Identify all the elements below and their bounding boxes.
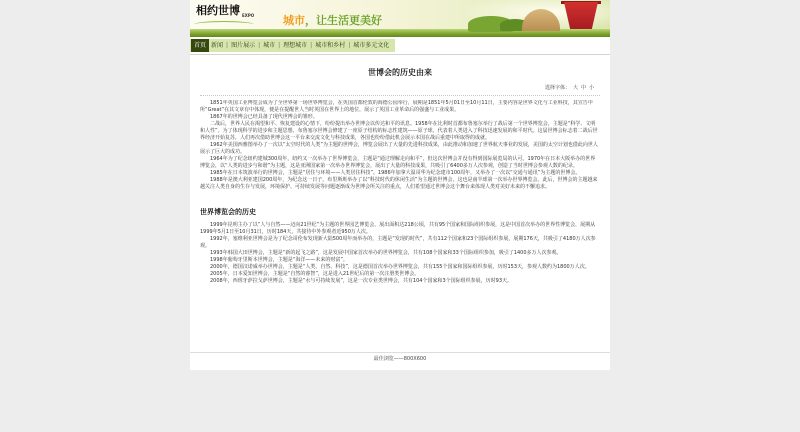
footer-text: 最佳浏览——800X600 — [373, 356, 427, 362]
font-size-medium-link[interactable]: 中 — [580, 85, 586, 91]
font-size-label: 选择字体： — [544, 85, 570, 91]
title-divider — [200, 95, 600, 96]
nav-separator: | — [348, 42, 351, 49]
slogan-highlight: 城市 — [283, 14, 305, 27]
page-title: 世博会的历史由来 — [368, 68, 432, 77]
article-paragraph: 1964年为了纪念纽约建城300周年，纽约又一次举办了世界博览会，主题是“通过理解走向和平”，但这次世博会并没有得到国际展览局的认可。1970年在日本大阪举办的世界博览会，以“人类的进步与和谐”为主题，这是亚洲国家第一次举办世界博览会，展出了大量的科技成果，共吸引了6400多万人次参观，创造了当时世博会参观人数的纪录。 — [200, 156, 596, 169]
nav-news[interactable]: 新闻 — [211, 42, 224, 49]
nav-city-culture[interactable]: 城市多元文化 — [353, 42, 390, 49]
header-slogan — [283, 14, 382, 27]
main-nav — [190, 39, 395, 52]
nav-separator: | — [310, 42, 313, 49]
logo-swoosh — [194, 21, 254, 28]
article-body — [200, 100, 600, 350]
nav-city[interactable]: 城市 — [263, 42, 276, 49]
font-size-large-link[interactable]: 大 — [572, 85, 578, 91]
nav-ideal-city[interactable]: 理想城市 — [283, 42, 308, 49]
article-paragraph: 1988年是澳大利亚建国200周年，为纪念这一日子，布里斯班举办了以“科技时代的休闲生活”为主题的世博会，这也是南半球第一次举办世界博览会。此后，世博会的主题越来越关注人类自身的生存与发展，环境保护、可持续发展等问题逐渐成为世博会所关注的重点，人们希望通过世博会这个舞台来体现人类对美好未来的不懈追求。 — [200, 177, 598, 190]
nav-separator: | — [258, 42, 261, 49]
article-paragraph: 2008年，西班牙萨拉戈萨世博会，主题是“水与可持续发展”，这是一次专业类世博会，共有104个国家和3个国际组织参展，历时93天。 — [210, 278, 512, 284]
article-paragraph: 1851年英国工业博览会成为了全世界第一场世界博览会，在英国首都伦敦的海德公园举行，展期是1851年5月01日至10月11日，主要内容是世界文化与工业科技，其宣告中所“Great”在其文章有中体现，便是在提醒世人当时英国在世界上的地位，展示了英国工业革命后的强盛与工业成果。 — [200, 100, 593, 113]
site-logo: 相约世博 — [196, 4, 240, 17]
nav-gallery[interactable]: 图片展示 — [231, 42, 256, 49]
site-logo-expo: EXPO — [242, 13, 255, 18]
nav-divider — [190, 54, 610, 55]
article-paragraph: 2005年，日本爱知世博会，主题是“自然的睿智”，这是进入21世纪后的第一次注册类世博会。 — [210, 271, 420, 277]
expo-pavilion-illustration — [460, 0, 610, 30]
slogan-rest: ，让生活更美好 — [305, 14, 382, 27]
page-container — [190, 0, 610, 370]
article-paragraph: 1999年昆明主办了以“人与自然——迈向21世纪”为主题的世界园艺博览会，展出面积达218公顷，共有95个国家和国际组织参展，这是中国首次举办的世界性博览会，展期从1999年5月1日至10月31日，历时184天，共接待中外参观者近950万人次。 — [200, 222, 596, 235]
footer-divider — [190, 352, 610, 353]
article-paragraph: 2000年，德国汉诺威举办世博会，主题是“人类、自然、科技”，这是德国首次举办世界博览会，共有155个国家和国际组织参展，历时153天，参观人数约为1800万人次。 — [210, 264, 590, 270]
font-size-small-link[interactable]: 小 — [588, 85, 594, 91]
article-paragraph: 1998年葡萄牙里斯本世博会，主题是“海洋——未来的财富”。 — [210, 257, 348, 263]
nav-city-and-countryside[interactable]: 城市和乡村 — [315, 42, 346, 49]
nav-separator: | — [226, 42, 229, 49]
article-paragraph: 1993年韩国大田世博会，主题是“新的起飞之路”，这是发展中国家首次举办的世界博览会，共有108个国家和33个国际组织参加，吸引了1400多万人次参观。 — [210, 250, 562, 256]
header-banner — [190, 0, 610, 37]
article-paragraph: 1985年在日本筑波举行的世博会，主题是“居住与环境——人类居住科技”。1986年加拿大温哥华为纪念建市100周年，又举办了一次以“交通与通讯”为主题的世博会。 — [210, 170, 581, 176]
article-paragraph: 二战后，世界人民在渴望和平、恢复建设的心情下，纷纷提出举办世博会以传达和平的讯息。1958年在比利时首都布鲁塞尔举行了战后第一个世界博览会，主题是“科学、文明和人性”。为了体现科学的进步和主题思想，布鲁塞尔世博会修建了一座原子结构的标志性建筑——原子球，代表着人类进入了科技迅速发展的和平时代。这届世博会标志着二战后世界经济开始复苏，人们再次借助世博会这一平台来交流文化与科技成果，各国也纷纷借此机会展示本国在战后重建中所取得的成就。 — [200, 121, 598, 141]
article-paragraph: 1962年美国西雅图举办了一次以“太空时代的人类”为主题的世博会，博览会展出了大量的先进科技成果，由此推动和加速了世界航天事业的发展，美国的太空计划也借此向世人展示了巨大的成功。 — [200, 142, 598, 155]
nav-home[interactable]: 首页 — [191, 39, 209, 52]
section-heading: 世界博览会的历史 — [200, 208, 256, 216]
article-paragraph: 1867年的世博会已经具备了现代世博会的雏形。 — [210, 114, 318, 120]
nav-separator: | — [278, 42, 281, 49]
article-paragraph: 1992年，塞维利亚世博会是为了纪念哥伦布发现新大陆500周年而举办的，主题是“发现的时代”，共有112个国家和23个国际组织参展，展期176天，共吸引了4180万人次参观。 — [200, 236, 596, 249]
font-size-selector — [545, 85, 594, 92]
